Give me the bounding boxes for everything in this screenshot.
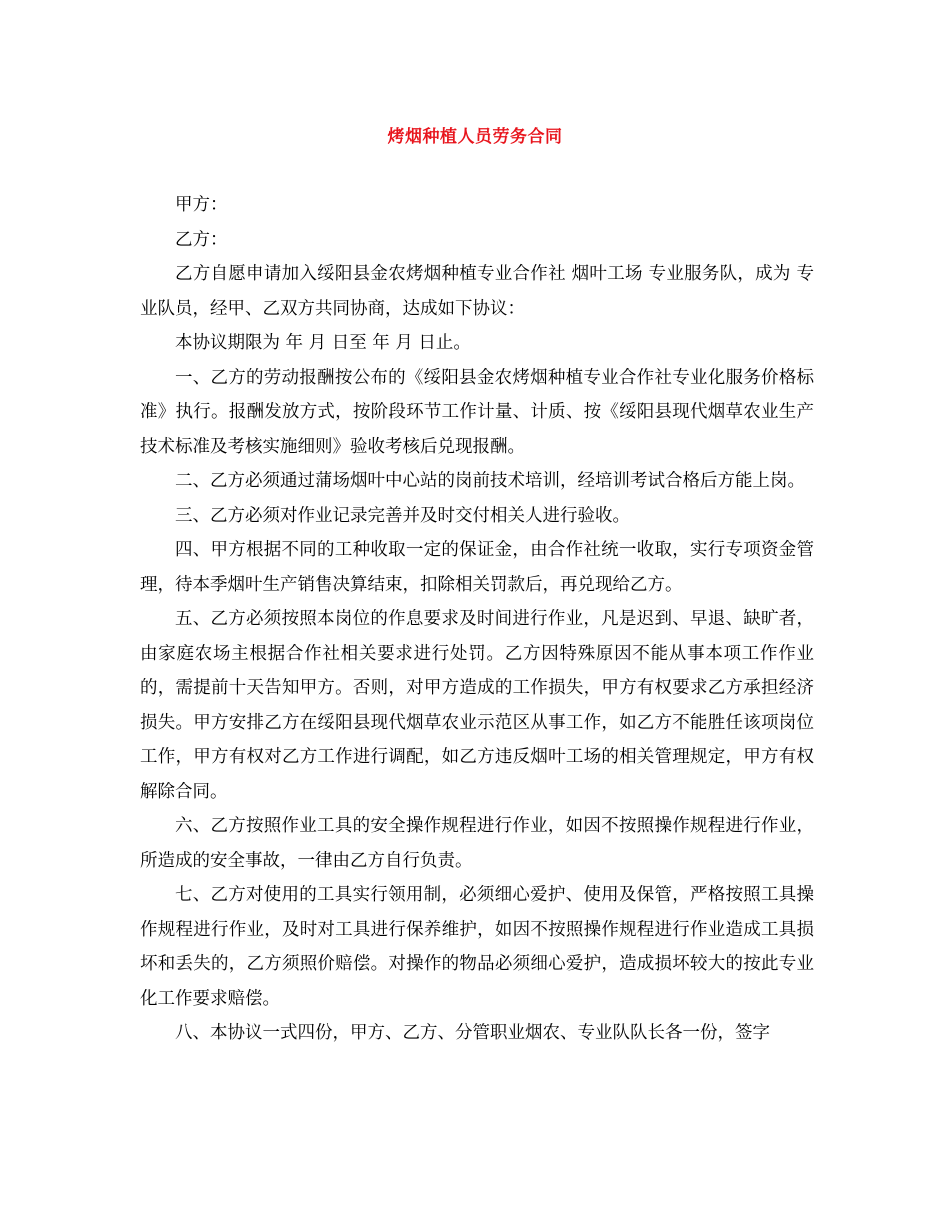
intro-paragraph: 乙方自愿申请加入绥阳县金农烤烟种植专业合作社 烟叶工场 专业服务队，成为 专业队员，经甲、乙双方共同协商，达成如下协议：	[140, 264, 814, 319]
clause-8: 八、本协议一式四份，甲方、乙方、分管职业烟农、专业队队长各一份，签字	[175, 1023, 770, 1043]
document-title: 烤烟种植人员劳务合同	[387, 127, 563, 147]
clause-3: 三、乙方必须对作业记录完善并及时交付相关人进行验收。	[175, 505, 630, 526]
clause-5: 五、乙方必须按照本岗位的作息要求及时间进行作业，凡是迟到、早退、缺旷者，由家庭农场主根据合作社相关要求进行处罚。乙方因特殊原因不能从事本项工作作业的，需提前十天告知甲方。否则，对甲方造成的工作损失，甲方有权要求乙方承担经济损失。甲方安排乙方在绥阳县现代烟草农业示范区从事工作，如乙方不能胜任该项岗位工作，甲方有权对乙方工作进行调配，如乙方违反烟叶工场的相关管理规定，甲方有权解除合同。	[140, 609, 814, 802]
clause-1: 一、乙方的劳动报酬按公布的《绥阳县金农烤烟种植专业合作社专业化服务价格标准》执行。报酬发放方式，按阶段环节工作计量、计质、按《绥阳县现代烟草农业生产技术标准及考核实施细则》验收考核后兑现报酬。	[140, 367, 814, 457]
clause-6: 六、乙方按照作业工具的安全操作规程进行作业，如因不按照操作规程进行作业，所造成的安全事故，一律由乙方自行负责。	[140, 816, 814, 871]
document-body	[140, 188, 814, 1051]
term-paragraph: 本协议期限为 年 月 日至 年 月 日止。	[175, 333, 471, 353]
party-b-line: 乙方：	[175, 229, 228, 250]
clause-4: 四、甲方根据不同的工种收取一定的保证金，由合作社统一收取，实行专项资金管理，待本季烟叶生产销售决算结束，扣除相关罚款后，再兑现给乙方。	[140, 540, 814, 595]
clause-7: 七、乙方对使用的工具实行领用制，必须细心爱护、使用及保管，严格按照工具操作规程进行作业，及时对工具进行保养维护，如因不按照操作规程进行作业造成工具损坏和丢失的，乙方须照价赔偿。对操作的物品必须细心爱护，造成损坏较大的按此专业化工作要求赔偿。	[140, 885, 814, 1009]
clause-2: 二、乙方必须通过蒲场烟叶中心站的岗前技术培训，经培训考试合格后方能上岗。	[175, 471, 805, 491]
party-a-line: 甲方：	[175, 195, 228, 215]
